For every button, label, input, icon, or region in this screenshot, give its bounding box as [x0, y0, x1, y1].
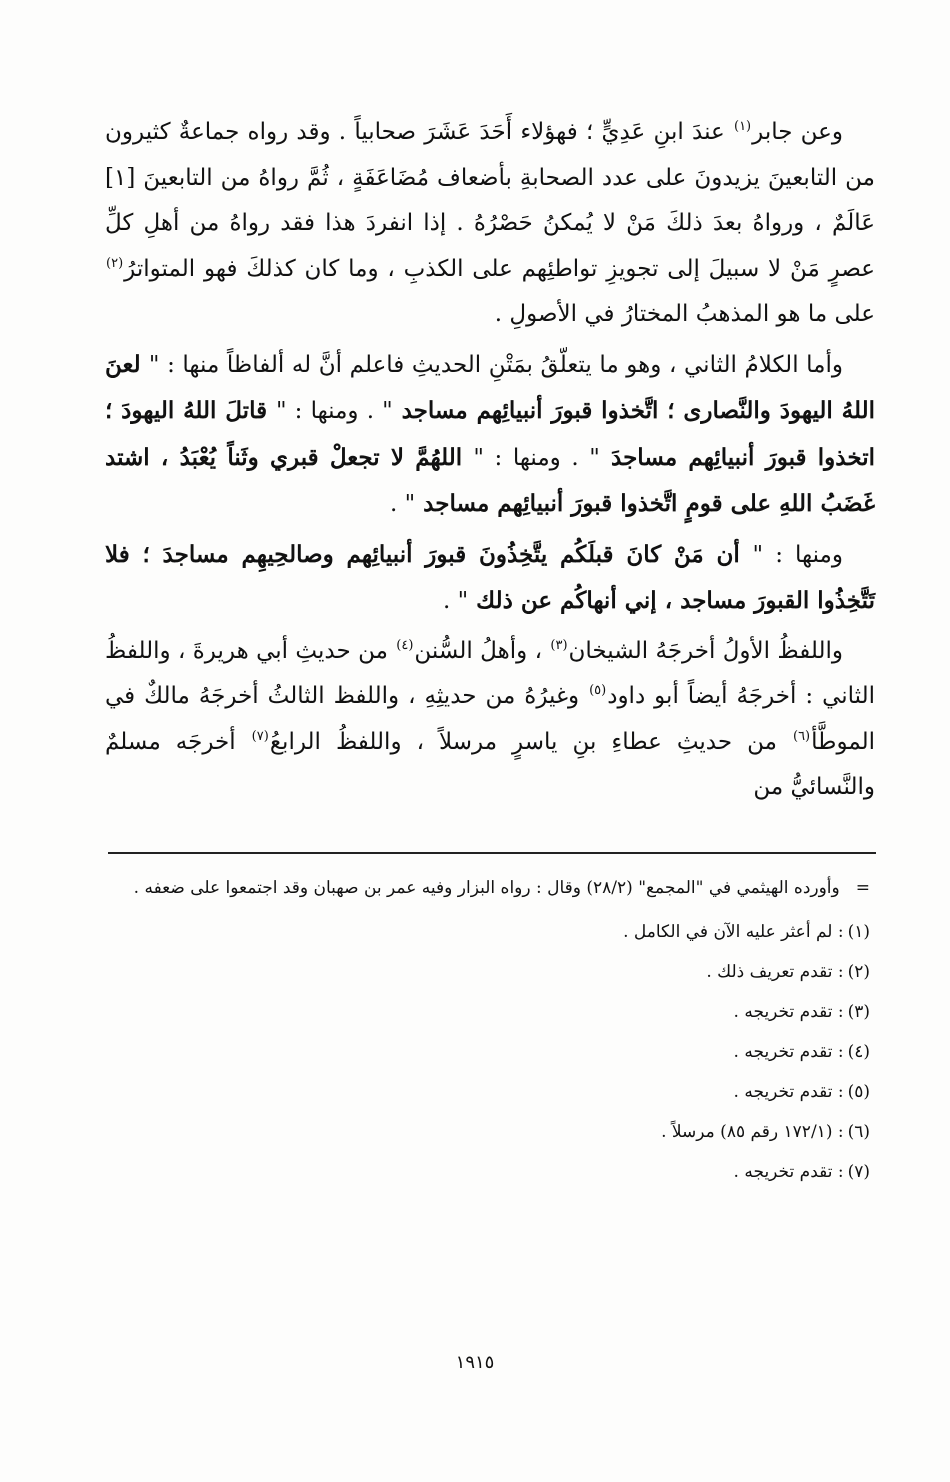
text-run: وغيرُهُ من حديثِهِ ، واللفظ الثالثُ أخرجَهُ مالكٌ في الموطَّأ	[105, 683, 876, 755]
footnote-divider	[108, 852, 876, 854]
footnotes-section	[108, 870, 870, 1192]
footnote-ref-5[interactable]: (٥)	[589, 683, 607, 699]
footnote-number: (٦)	[847, 1122, 870, 1142]
footnote-text: : تقدم تخريجه .	[733, 1002, 844, 1022]
hadith-quote: قاتلَ اللهُ اليهودَ ؛ اتخذوا قبورَ أنبيائِهم مساجدَ	[105, 397, 875, 471]
footnote-number: (٢)	[847, 962, 870, 982]
paragraph-3	[105, 532, 875, 625]
footnote-ref-2[interactable]: (٢)	[106, 255, 124, 271]
paragraph-4	[105, 629, 875, 811]
paragraph-2	[105, 342, 875, 528]
footnote-3	[108, 992, 870, 1032]
text-run: أخرجَه مسلمٌ والنَّسائيُّ من	[105, 728, 875, 800]
footnote-5	[108, 1072, 870, 1112]
footnote-text: : لم أعثر عليه الآن في الكامل .	[623, 922, 844, 942]
continuation-mark: =	[855, 878, 870, 898]
footnote-text: : (١٧٢/١ رقم ٨٥) مرسلاً .	[661, 1122, 844, 1142]
hadith-quote: أن مَنْ كانَ قبلَكُم يتَّخِذُونَ قبورَ أنبيائِهم وصالحِيهِم مساجدَ ؛ فلا تَتَّخِذُوا القبورَ مساجد ، إني أنهاكُم عن ذلك	[105, 540, 875, 614]
hadith-quote: اللهُمَّ لا تجعلْ قبري وثَناً يُعْبَدُ ، اشتد غَضَبُ اللهِ على قومٍ اتَّخذوا قبورَ أنبيائِهم مساجد	[105, 443, 875, 517]
footnote-number: (٥)	[847, 1082, 870, 1102]
footnote-number: (١)	[847, 922, 870, 942]
text-run: " .	[389, 491, 416, 517]
footnote-4	[108, 1032, 870, 1072]
footnote-number: (٣)	[847, 1002, 870, 1022]
footnote-text: وأورده الهيثمي في "المجمع" (٢٨/٢) وقال : رواه البزار وفيه عمر بن صهبان وقد اجتمعوا على ضعفه .	[133, 878, 840, 898]
text-run: واللفظُ الأولُ أخرجَهُ الشيخان	[568, 637, 843, 664]
footnote-2	[108, 952, 870, 992]
footnote-6	[108, 1112, 870, 1152]
text-run: " .	[442, 588, 469, 614]
main-text	[105, 110, 875, 815]
text-run: عندَ ابنِ عَدِيٍّ ؛ فهؤلاء أَحَدَ عَشَرَ صحابياً . وقد رواه جماعةٌ كثيرون من التابعينَ يزيدونَ على عدد الصحابةِ بأضعاف مُضَاعَفَةٍ ، ثُمَّ رواهُ من التابعينَ [١] عَالَمٌ ، ورواهُ بعدَ ذلكَ مَنْ لا يُمكنُ حَصْرُهُ . إذا انفردَ هذا فقد رواهُ من أهلِ كلِّ عصرٍ مَنْ لا سبيلَ إلى تجويزِ تواطئِهم على الكذبِ ، وما كان كذلكَ فهو المتواترُ	[105, 119, 875, 282]
text-run: من حديثِ أبي هريرةَ ، واللفظُ الثاني : أخرجَهُ أيضاً أبو داود	[105, 637, 875, 709]
footnote-number: (٧)	[847, 1162, 870, 1182]
text-run: ومنها : "	[752, 541, 843, 568]
text-run: " . ومنها : "	[275, 398, 393, 424]
footnote-text: : تقدم تخريجه .	[733, 1082, 844, 1102]
text-run: ، وأهلُ السُّنن	[414, 637, 550, 664]
text-run: وعن جابر	[752, 119, 843, 145]
text-run: من حديثِ عطاءِ بنِ ياسرٍ مرسلاً ، واللفظُ الرابعُ	[269, 728, 792, 755]
footnote-ref-3[interactable]: (٣)	[550, 637, 568, 653]
text-run: وأما الكلامُ الثاني ، وهو ما يتعلّقُ بمَتْنِ الحديثِ فاعلم أنَّ له ألفاظاً منها : "	[148, 351, 843, 378]
text-run: " . ومنها : "	[473, 444, 600, 471]
footnote-continuation	[108, 870, 870, 906]
paragraph-1	[105, 110, 875, 338]
page-number: ١٩١٥	[455, 1352, 495, 1373]
footnote-ref-1[interactable]: (١)	[733, 119, 752, 135]
footnote-ref-7[interactable]: (٧)	[251, 728, 269, 744]
text-run: على ما هو المذهبُ المختارُ في الأصولِ .	[494, 301, 875, 327]
footnote-text: : تقدم تخريجه .	[733, 1042, 844, 1062]
footnote-text: : تقدم تعريف ذلك .	[706, 962, 844, 982]
hadith-quote: لعنَ اللهُ اليهودَ والنَّصارى ؛ اتَّخذوا قبورَ أنبيائِهم مساجد	[105, 350, 875, 424]
footnote-text: : تقدم تخريجه .	[733, 1162, 844, 1182]
footnote-1	[108, 912, 870, 952]
footnote-7	[108, 1152, 870, 1192]
footnote-number: (٤)	[847, 1042, 870, 1062]
footnote-ref-6[interactable]: (٦)	[792, 728, 811, 744]
footnote-ref-4[interactable]: (٤)	[396, 637, 414, 653]
